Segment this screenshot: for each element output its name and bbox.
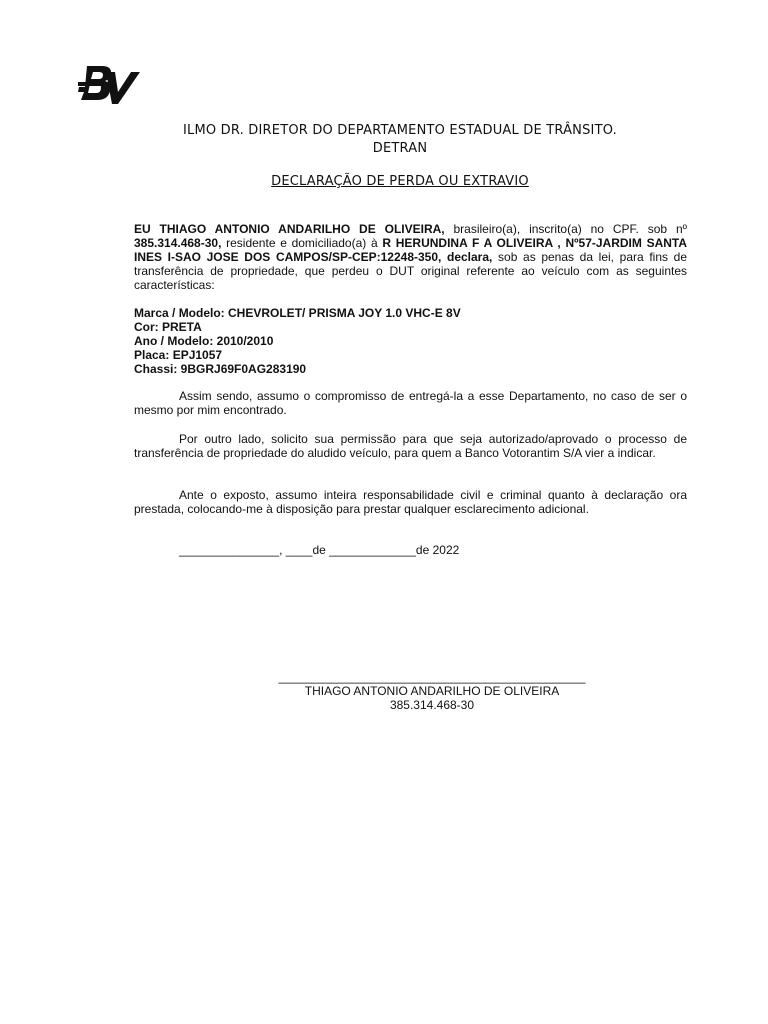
declarant-address: R HERUNDINA F A OLIVEIRA , Nº57-JARDIM SANTA INES I-SAO JOSE DOS CAMPOS/SP-CEP:12248-350, declara,	[134, 236, 688, 264]
date-line: _______________, ____de _____________de 2022	[179, 543, 460, 557]
paragraph-responsibility: Ante o exposto, assumo inteira responsabilidade civil e criminal quanto à declaração ora prestada, colocando-me à disposição para prestar qualquer esclarecimento adicional.	[134, 488, 687, 516]
vehicle-specs	[134, 306, 687, 376]
signature-line: ______________________________________________	[278, 670, 586, 684]
declarant-name: EU THIAGO ANTONIO ANDARILHO DE OLIVEIRA,	[134, 222, 445, 236]
intro-text-3: sob as penas da lei, para fins de transferência de propriedade, que perdeu o DUT original referente ao veículo com as seguintes características:	[134, 250, 687, 292]
bv-logo-icon	[78, 60, 142, 106]
vehicle-year: Ano / Modelo: 2010/2010	[134, 334, 274, 348]
signature-cpf: 385.314.468-30	[389, 698, 475, 712]
intro-paragraph	[134, 222, 687, 292]
declarant-cpf: 385.314.468-30,	[134, 236, 222, 250]
vehicle-plate: Placa: EPJ1057	[134, 348, 223, 362]
vehicle-model: Marca / Modelo: CHEVROLET/ PRISMA JOY 1.0 VHC-E 8V	[134, 306, 461, 320]
header-agency: DETRAN	[372, 141, 428, 156]
signature-name: THIAGO ANTONIO ANDARILHO DE OLIVEIRA	[304, 684, 560, 698]
paragraph-transfer: Por outro lado, solicito sua permissão para que seja autorizado/aprovado o processo de transferência de propriedade do aludido veículo, para quem a Banco Votorantim S/A vier a indicar.	[134, 432, 687, 460]
document-title: DECLARAÇÃO DE PERDA OU EXTRAVIO	[271, 174, 529, 189]
vehicle-color: Cor: PRETA	[134, 320, 202, 334]
vehicle-chassis: Chassi: 9BGRJ69F0AG283190	[134, 362, 307, 376]
intro-text-2: residente e domiciliado(a) à	[221, 236, 383, 250]
header-recipient: ILMO DR. DIRETOR DO DEPARTAMENTO ESTADUAL DE TRÂNSITO.	[183, 123, 617, 138]
intro-text-1: brasileiro(a), inscrito(a) no CPF. sob nº	[444, 222, 688, 236]
paragraph-commitment: Assim sendo, assumo o compromisso de entregá-la a esse Departamento, no caso de ser o mesmo por mim encontrado.	[134, 389, 687, 417]
